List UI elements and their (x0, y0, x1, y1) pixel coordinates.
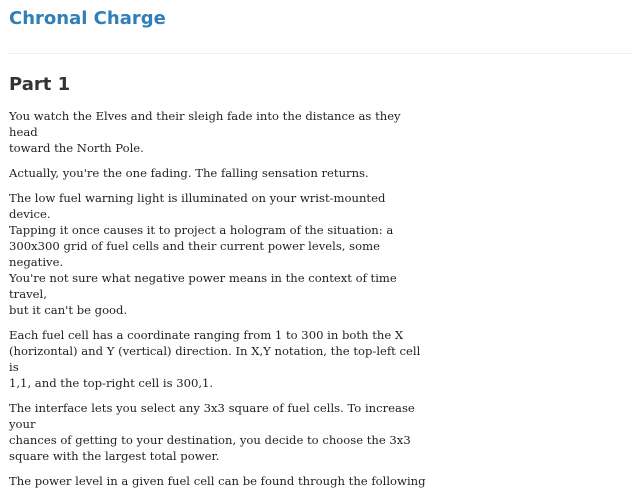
paragraph-coordinates: Each fuel cell has a coordinate ranging from 1 to 300 in both the X (horizontal) and Y (vertical) direction. In X,Y notation, the top-left cell is 1,1, and the top-right cell is 300,1. (9, 328, 421, 390)
paragraph-interface: The interface lets you select any 3x3 square of fuel cells. To increase your chances of getting to your destination, you decide to choose the 3x3 square with the largest total power. (9, 401, 415, 463)
article-content (9, 72, 429, 498)
paragraph-fuel-warning: The low fuel warning light is illuminated on your wrist-mounted device. Tapping it once causes it to project a hologram of the situation: a 300x300 grid of fuel cells and their current power levels, some negative. You're not sure what negative power means in the context of time travel, but it can't be good. (9, 191, 397, 317)
site-title-link[interactable]: Chronal Charge (9, 8, 166, 29)
part-heading: Part 1 (9, 74, 71, 95)
paragraph-fading: Actually, you're the one fading. The falling sensation returns. (9, 166, 369, 180)
paragraph-intro: You watch the Elves and their sleigh fade into the distance as they head toward the North Pole. (9, 109, 401, 155)
paragraph-power-level: The power level in a given fuel cell can be found through the following (9, 474, 426, 488)
site-header (9, 7, 631, 54)
